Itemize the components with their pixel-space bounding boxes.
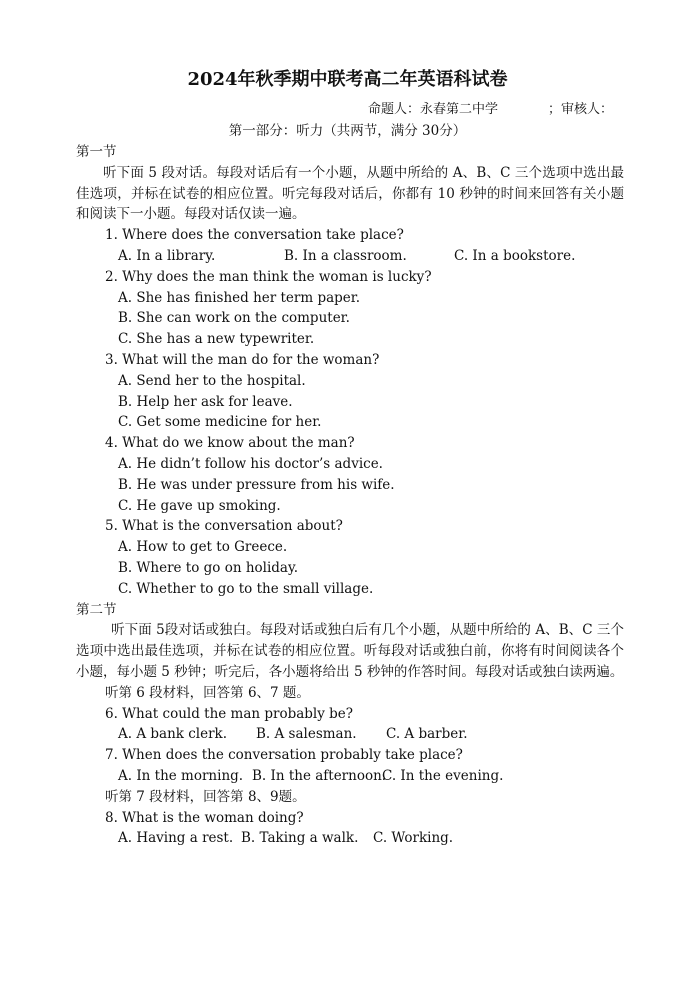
option-c: C. Whether to go to the small village.: [118, 580, 374, 597]
option-a: A. How to get to Greece.: [118, 539, 288, 556]
section-2-instructions: 听下面 5段对话或独白。每段对话或独白后有几个小题，从题中所给的 A、B、C 三个选项中选出最佳选项，并标在试卷的相应位置。听每段对话或独白前，你将有时间阅读各个小题，每小题 5 秒钟；听完后，各小题将给出 5 秒钟的作答时间。每段对话或独白读两遍。: [76, 622, 624, 680]
option-c: C. He gave up smoking.: [118, 497, 281, 514]
option-b: B. He was under pressure from his wife.: [118, 476, 395, 493]
option-a: A. In the morning.: [118, 767, 244, 784]
question-3-stem: 3. What will the man do for the woman?: [105, 351, 380, 368]
question-8-options: [76, 828, 624, 849]
option-c: C. A barber.: [386, 726, 468, 743]
question-7-options: [76, 766, 624, 787]
option-c: C. Working.: [373, 830, 454, 847]
option-b: B. In a classroom.: [284, 247, 407, 264]
option-a: A. A bank clerk.: [118, 726, 228, 743]
exam-meta: [0, 100, 695, 120]
part-heading: 第一部分：听力（共两节，满分 30分）: [228, 123, 467, 139]
question-1-options: [76, 246, 624, 267]
question-7-stem: 7. When does the conversation probably take place?: [105, 747, 463, 764]
option-b: B. Where to go on holiday.: [118, 559, 299, 576]
question-6-stem: 6. What could the man probably be?: [105, 705, 354, 722]
section-1-instructions: 听下面 5 段对话。每段对话后有一个小题，从题中所给的 A、B、C 三个选项中选出最佳选项，并标在试卷的相应位置。听完每段对话后，你都有 10 秒钟的时间来回答有关小题和阅读下一小题。每段对话仅读一遍。: [76, 164, 624, 223]
option-b: B. She can work on the computer.: [118, 310, 350, 327]
option-c: C. In a bookstore.: [454, 247, 576, 264]
reviewer-label: ；审核人：: [548, 102, 614, 117]
option-a: A. He didn’t follow his doctor’s advice.: [118, 455, 383, 472]
question-4-stem: 4. What do we know about the man?: [105, 435, 355, 452]
material-6-intro: 听第 6 段材料，回答第 6、7 题。: [105, 684, 310, 701]
option-b: B. Help her ask for leave.: [118, 393, 293, 410]
option-c: C. Get some medicine for her.: [118, 414, 322, 431]
question-6-options: [76, 724, 624, 745]
question-8-stem: 8. What is the woman doing?: [105, 809, 304, 826]
section-2-heading: 第二节: [76, 601, 117, 618]
option-a: A. Having a rest.: [118, 830, 234, 847]
question-2-stem: 2. Why does the man think the woman is lucky?: [105, 268, 432, 285]
option-b: B. A salesman.: [256, 726, 357, 743]
question-1-stem: 1. Where does the conversation take place?: [105, 227, 404, 244]
option-a: A. She has finished her term paper.: [118, 289, 361, 306]
section-1-heading: 第一节: [76, 144, 117, 160]
option-c: C. In the evening.: [382, 767, 504, 784]
author-label: 命题人：永春第二中学: [368, 102, 499, 117]
exam-title: 2024年秋季期中联考高二年英语科试卷: [187, 69, 508, 90]
option-c: C. She has a new typewriter.: [118, 331, 315, 348]
question-5-stem: 5. What is the conversation about?: [105, 518, 343, 535]
option-b: B. Taking a walk.: [241, 830, 359, 847]
exam-body: [76, 142, 624, 849]
material-7-intro: 听第 7 段材料，回答第 8、9题。: [105, 788, 306, 805]
option-b: B. In the afternoon.: [252, 767, 387, 784]
option-a: A. Send her to the hospital.: [118, 372, 306, 389]
option-a: A. In a library.: [118, 247, 216, 264]
